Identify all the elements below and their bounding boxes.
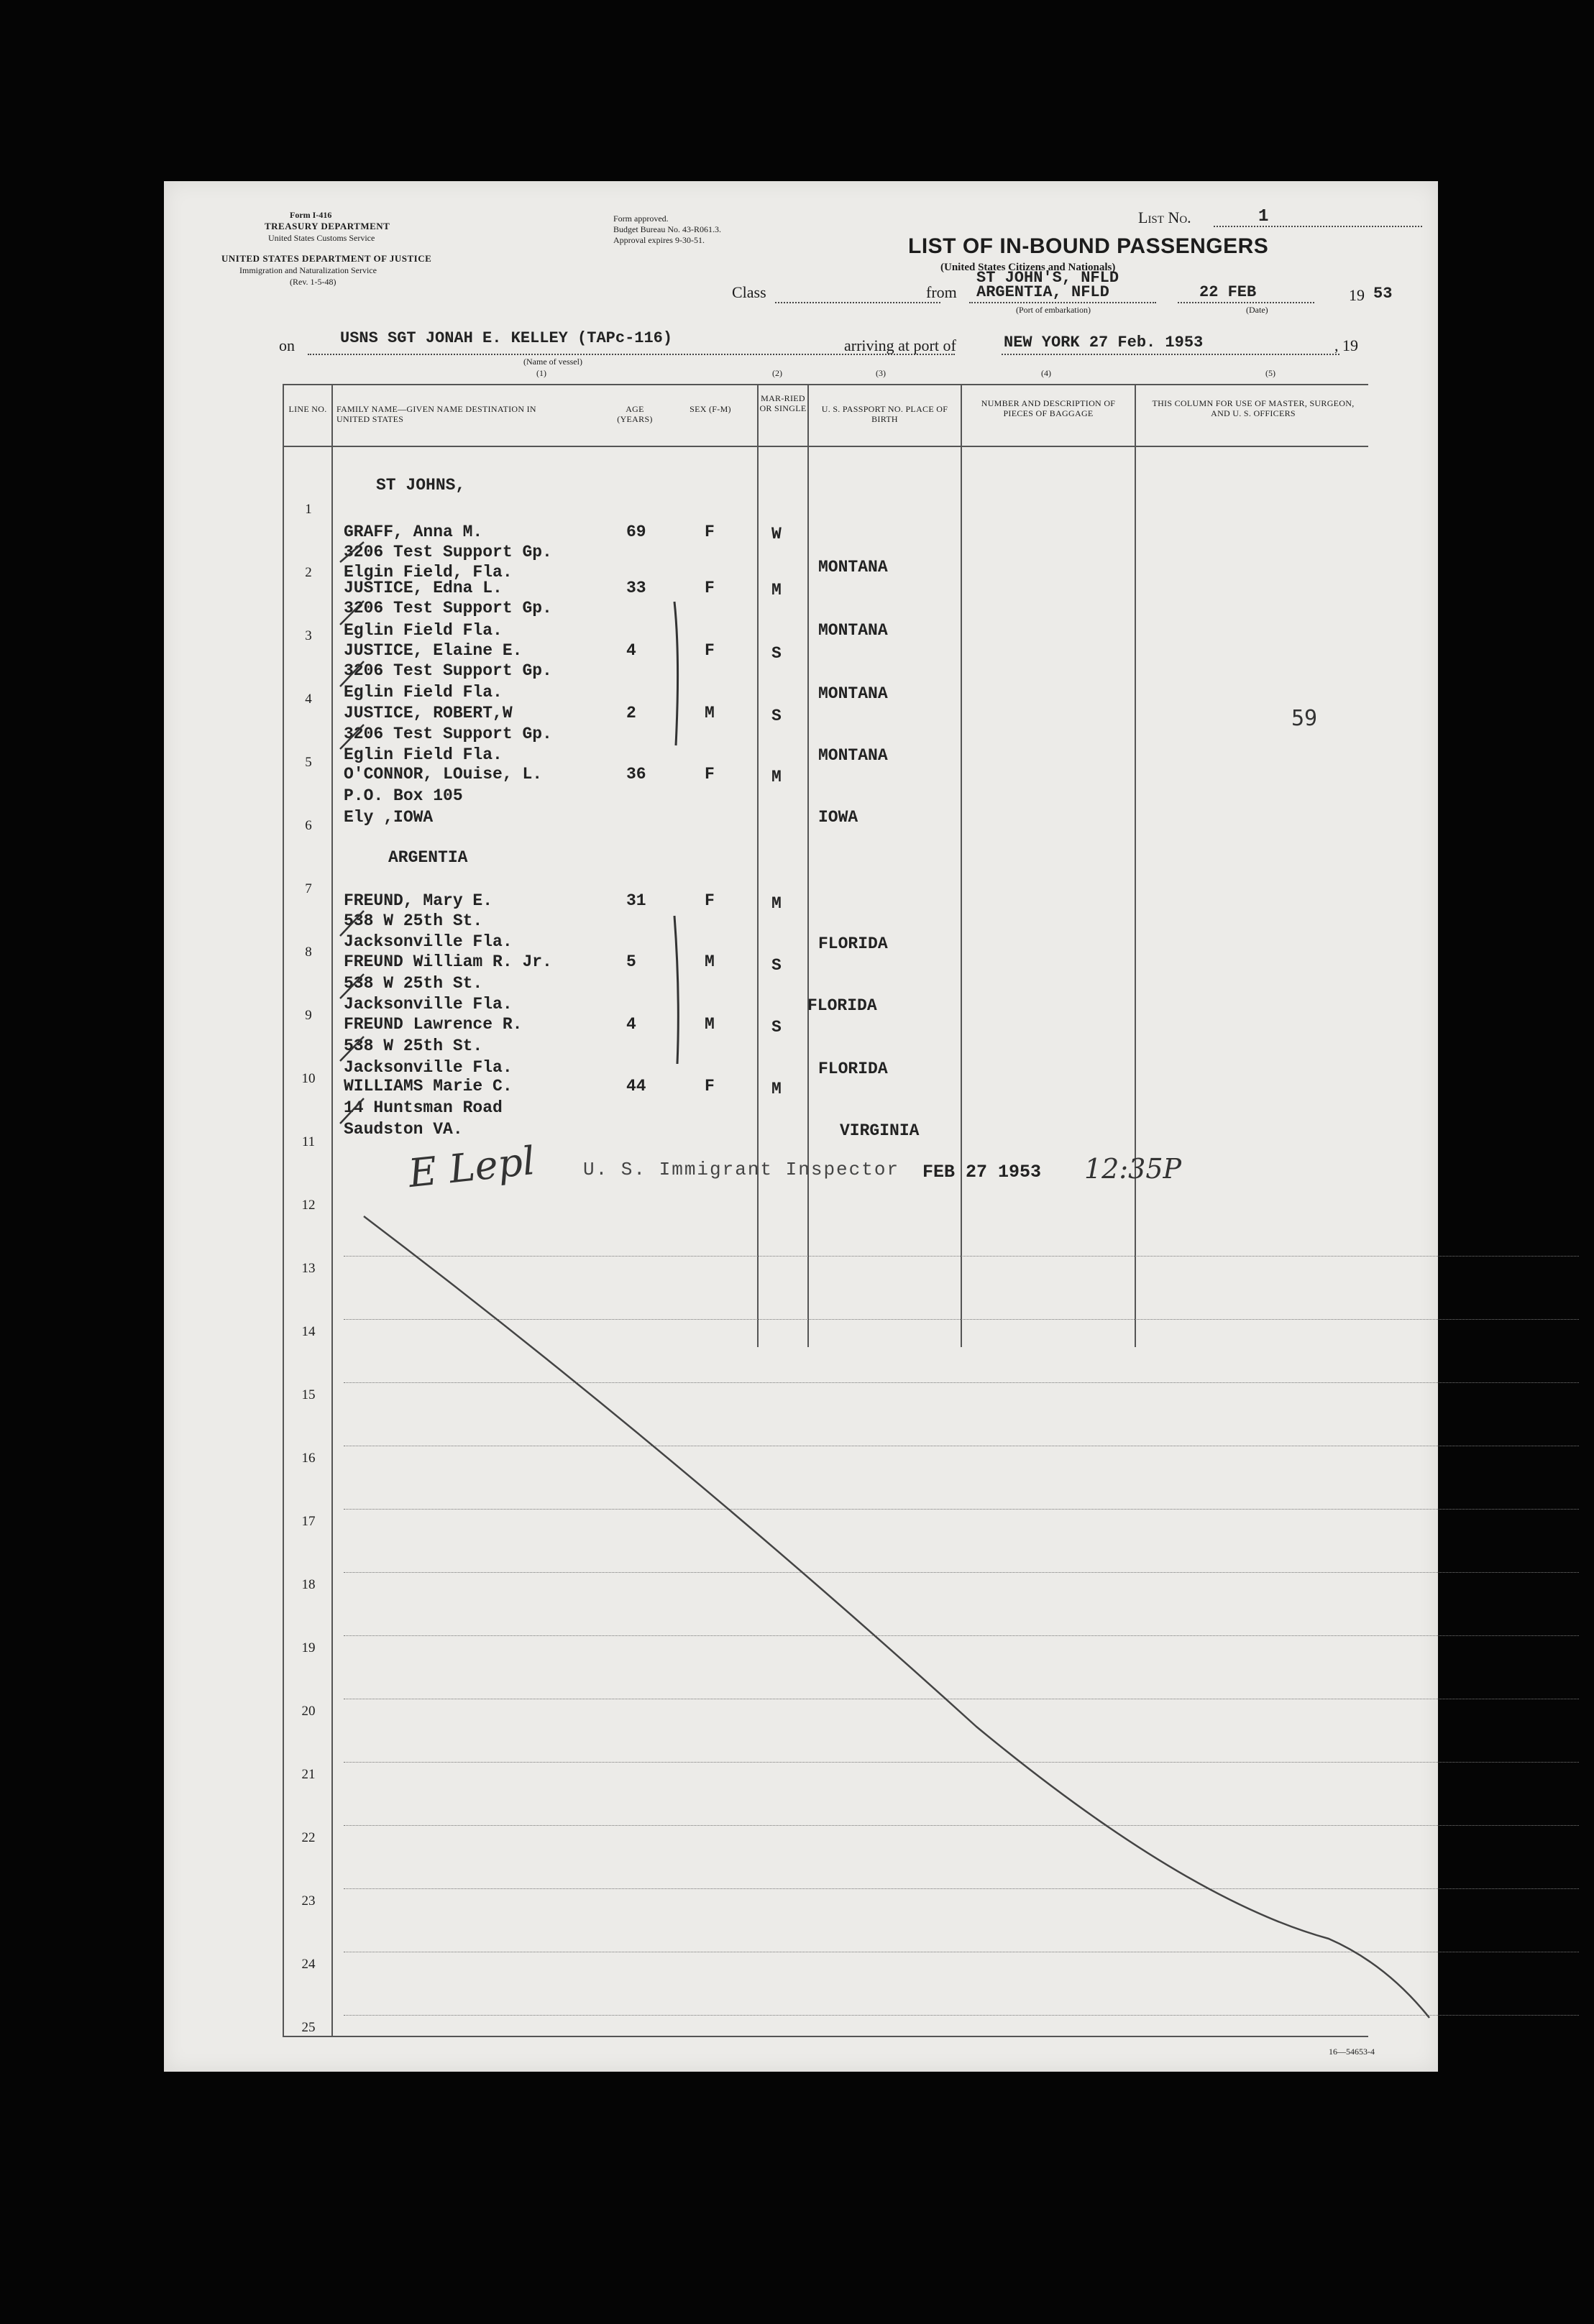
passenger-birthplace: MONTANA	[818, 684, 888, 703]
date-caption: (Date)	[1246, 305, 1268, 315]
line-number: 21	[301, 1767, 316, 1782]
header-married: MAR-RIED OR SINGLE	[759, 393, 807, 413]
header-officers: THIS COLUMN FOR USE OF MASTER, SURGEON, AND U. S. OFFICERS	[1152, 398, 1355, 418]
line-number: 7	[305, 881, 312, 896]
passenger-age: 33	[626, 579, 646, 597]
passenger-destination: Jacksonville Fla.	[344, 1058, 513, 1077]
port-embark-caption: (Port of embarkation)	[1016, 305, 1091, 315]
passenger-age: 2	[626, 704, 636, 722]
passenger-address: 3206 Test Support Gp.	[344, 661, 552, 680]
line-number: 13	[301, 1261, 316, 1276]
passenger-destination: Ely ,IOWA	[344, 808, 434, 827]
passenger-birthplace: MONTANA	[818, 746, 888, 765]
passenger-destination: Eglin Field Fla.	[344, 621, 503, 640]
tick-mark	[340, 974, 364, 998]
col-number-3: (3)	[876, 368, 886, 378]
line-number: 6	[305, 818, 312, 833]
tick-mark	[340, 725, 364, 749]
passenger-marital: S	[771, 956, 782, 975]
header-age: AGE (YEARS)	[617, 404, 653, 424]
passenger-sex: F	[705, 579, 715, 597]
passenger-marital: S	[771, 644, 782, 663]
passenger-address: 14 Huntsman Road	[344, 1098, 503, 1117]
form-number: Form I-416	[290, 210, 332, 220]
passenger-birthplace: FLORIDA	[818, 1060, 888, 1078]
line-number: 15	[301, 1387, 316, 1402]
passenger-marital: S	[771, 707, 782, 725]
passenger-age: 4	[626, 641, 636, 660]
col-number-5: (5)	[1265, 368, 1275, 378]
budget-bureau: Budget Bureau No. 43-R061.3.	[613, 224, 721, 234]
approval-expires: Approval expires 9-30-51.	[613, 235, 705, 245]
pencil-marks	[164, 181, 1438, 2072]
header-baggage: NUMBER AND DESCRIPTION OF PIECES OF BAGGAGE	[981, 398, 1116, 418]
customs-service: United States Customs Service	[268, 233, 375, 243]
passenger-marital: M	[771, 1080, 782, 1098]
vessel-caption: (Name of vessel)	[523, 357, 582, 367]
passenger-destination: Eglin Field Fla.	[344, 683, 503, 702]
passenger-destination: Elgin Field, Fla.	[344, 563, 513, 582]
arrival-port: NEW YORK 27 Feb. 1953	[1004, 334, 1204, 352]
inspector-title: U. S. Immigrant Inspector	[583, 1159, 900, 1180]
vessel-column-number: (1)	[536, 368, 546, 378]
revision: (Rev. 1-5-48)	[290, 277, 336, 287]
line-number: 1	[305, 502, 312, 517]
cancel-line	[364, 1216, 1429, 2018]
section-argentia: ARGENTIA	[388, 848, 468, 867]
passenger-marital: M	[771, 768, 782, 786]
passenger-destination: Eglin Field Fla.	[344, 745, 503, 764]
header-name: FAMILY NAME—GIVEN NAME DESTINATION IN UNITED STATES	[336, 404, 536, 424]
class-label: Class	[732, 283, 766, 301]
arrival-year: , 19	[1334, 336, 1358, 354]
passenger-name: FREUND William R. Jr.	[344, 952, 552, 971]
passenger-sex: F	[705, 765, 715, 784]
col-number-4: (4)	[1041, 368, 1051, 378]
passenger-sex: F	[705, 641, 715, 660]
line-number: 18	[301, 1577, 316, 1592]
passenger-birthplace: MONTANA	[818, 558, 888, 577]
passenger-age: 69	[626, 523, 646, 541]
inspection-time: 12:35P	[1084, 1153, 1182, 1185]
passenger-name: JUSTICE, ROBERT,W	[344, 704, 513, 722]
passenger-sex: F	[705, 1077, 715, 1096]
passenger-address: 3206 Test Support Gp.	[344, 599, 552, 617]
treasury-department: TREASURY DEPARTMENT	[265, 221, 390, 231]
section-st-johns: ST JOHNS,	[376, 476, 466, 495]
passenger-marital: M	[771, 581, 782, 600]
line-number: 4	[305, 692, 312, 707]
passenger-marital: W	[771, 525, 782, 543]
tick-mark	[340, 601, 364, 625]
line-number: 16	[301, 1451, 316, 1466]
list-number-label: List No.	[1138, 208, 1191, 226]
passenger-sex: M	[705, 952, 715, 971]
form-title: LIST OF IN-BOUND PASSENGERS	[908, 234, 1269, 258]
line-number: 24	[301, 1957, 316, 1972]
passenger-address: 538 W 25th St.	[344, 974, 483, 993]
passenger-destination: Jacksonville Fla.	[344, 995, 513, 1014]
tick-mark	[340, 1098, 364, 1124]
passenger-address: 538 W 25th St.	[344, 911, 483, 930]
passenger-address: 3206 Test Support Gp.	[344, 725, 552, 743]
list-number: 1	[1258, 207, 1269, 226]
header-line-no: LINE NO.	[288, 404, 327, 414]
passenger-manifest-page	[164, 181, 1438, 2072]
passenger-age: 31	[626, 891, 646, 910]
tick-mark	[340, 542, 364, 562]
passenger-sex: M	[705, 1015, 715, 1034]
form-subtitle: (United States Citizens and Nationals)	[940, 262, 1116, 273]
form-approved: Form approved.	[613, 213, 669, 224]
tick-mark	[340, 911, 364, 936]
family-bracket	[674, 916, 678, 1064]
passenger-name: WILLIAMS Marie C.	[344, 1077, 513, 1096]
passenger-marital: M	[771, 894, 782, 913]
line-number: 19	[301, 1640, 316, 1655]
col-number-2: (2)	[772, 368, 782, 378]
passenger-age: 44	[626, 1077, 646, 1096]
passenger-birthplace: VIRGINIA	[840, 1121, 920, 1140]
year-prefix: 19	[1349, 286, 1365, 304]
line-number: 17	[301, 1514, 316, 1529]
tick-mark	[340, 1037, 364, 1061]
line-number: 11	[301, 1134, 316, 1149]
passenger-destination: Saudston VA.	[344, 1120, 463, 1139]
passenger-marital: S	[771, 1018, 782, 1037]
passenger-age: 4	[626, 1015, 636, 1034]
header-passport: U. S. PASSPORT NO. PLACE OF BIRTH	[821, 404, 948, 424]
on-label: on	[279, 336, 295, 354]
embark-port-1: ST JOHN'S, NFLD	[976, 269, 1119, 287]
passenger-birthplace: FLORIDA	[807, 996, 877, 1015]
embark-date: 22 FEB	[1199, 283, 1257, 301]
header-sex: SEX (F-M)	[690, 404, 731, 414]
line-number: 12	[301, 1198, 316, 1213]
department-of-justice: UNITED STATES DEPARTMENT OF JUSTICE	[221, 253, 432, 264]
line-number: 2	[305, 565, 312, 580]
passenger-birthplace: IOWA	[818, 808, 858, 827]
passenger-name: FREUND Lawrence R.	[344, 1015, 523, 1034]
from-label: from	[926, 283, 957, 301]
passenger-age: 5	[626, 952, 636, 971]
embark-port-2: ARGENTIA, NFLD	[976, 283, 1109, 301]
officer-note: 59	[1291, 706, 1318, 731]
passenger-address: P.O. Box 105	[344, 786, 463, 805]
passenger-name: GRAFF, Anna M.	[344, 523, 483, 541]
line-number: 8	[305, 945, 312, 960]
passenger-address: 3206 Test Support Gp.	[344, 543, 552, 561]
line-number: 5	[305, 755, 312, 770]
arriving-label: arriving at port of	[844, 336, 956, 354]
line-number: 14	[301, 1324, 316, 1339]
passenger-sex: F	[705, 523, 715, 541]
family-bracket	[674, 602, 678, 745]
year-value: 53	[1373, 285, 1393, 303]
inspector-signature: E Lepl	[406, 1137, 538, 1197]
line-number: 23	[301, 1893, 316, 1909]
line-number: 3	[305, 628, 312, 643]
inspection-date-stamp: FEB 27 1953	[922, 1162, 1042, 1182]
passenger-address: 538 W 25th St.	[344, 1037, 483, 1055]
passenger-birthplace: FLORIDA	[818, 934, 888, 953]
ins-service: Immigration and Naturalization Service	[239, 265, 377, 275]
passenger-sex: M	[705, 704, 715, 722]
passenger-name: FREUND, Mary E.	[344, 891, 493, 910]
line-number: 25	[301, 2020, 316, 2035]
passenger-destination: Jacksonville Fla.	[344, 932, 513, 951]
passenger-name: JUSTICE, Edna L.	[344, 579, 503, 597]
line-number: 10	[301, 1071, 316, 1086]
passenger-name: O'CONNOR, LOuise, L.	[344, 765, 543, 784]
passenger-birthplace: MONTANA	[818, 621, 888, 640]
passenger-sex: F	[705, 891, 715, 910]
line-number: 9	[305, 1008, 312, 1023]
vessel-name: USNS SGT JONAH E. KELLEY (TAPc-116)	[340, 329, 673, 347]
footer-print-code: 16—54653-4	[1329, 2047, 1375, 2057]
line-number: 20	[301, 1704, 316, 1719]
passenger-name: JUSTICE, Elaine E.	[344, 641, 523, 660]
line-number: 22	[301, 1830, 316, 1845]
passenger-age: 36	[626, 765, 646, 784]
tick-mark	[340, 661, 364, 686]
